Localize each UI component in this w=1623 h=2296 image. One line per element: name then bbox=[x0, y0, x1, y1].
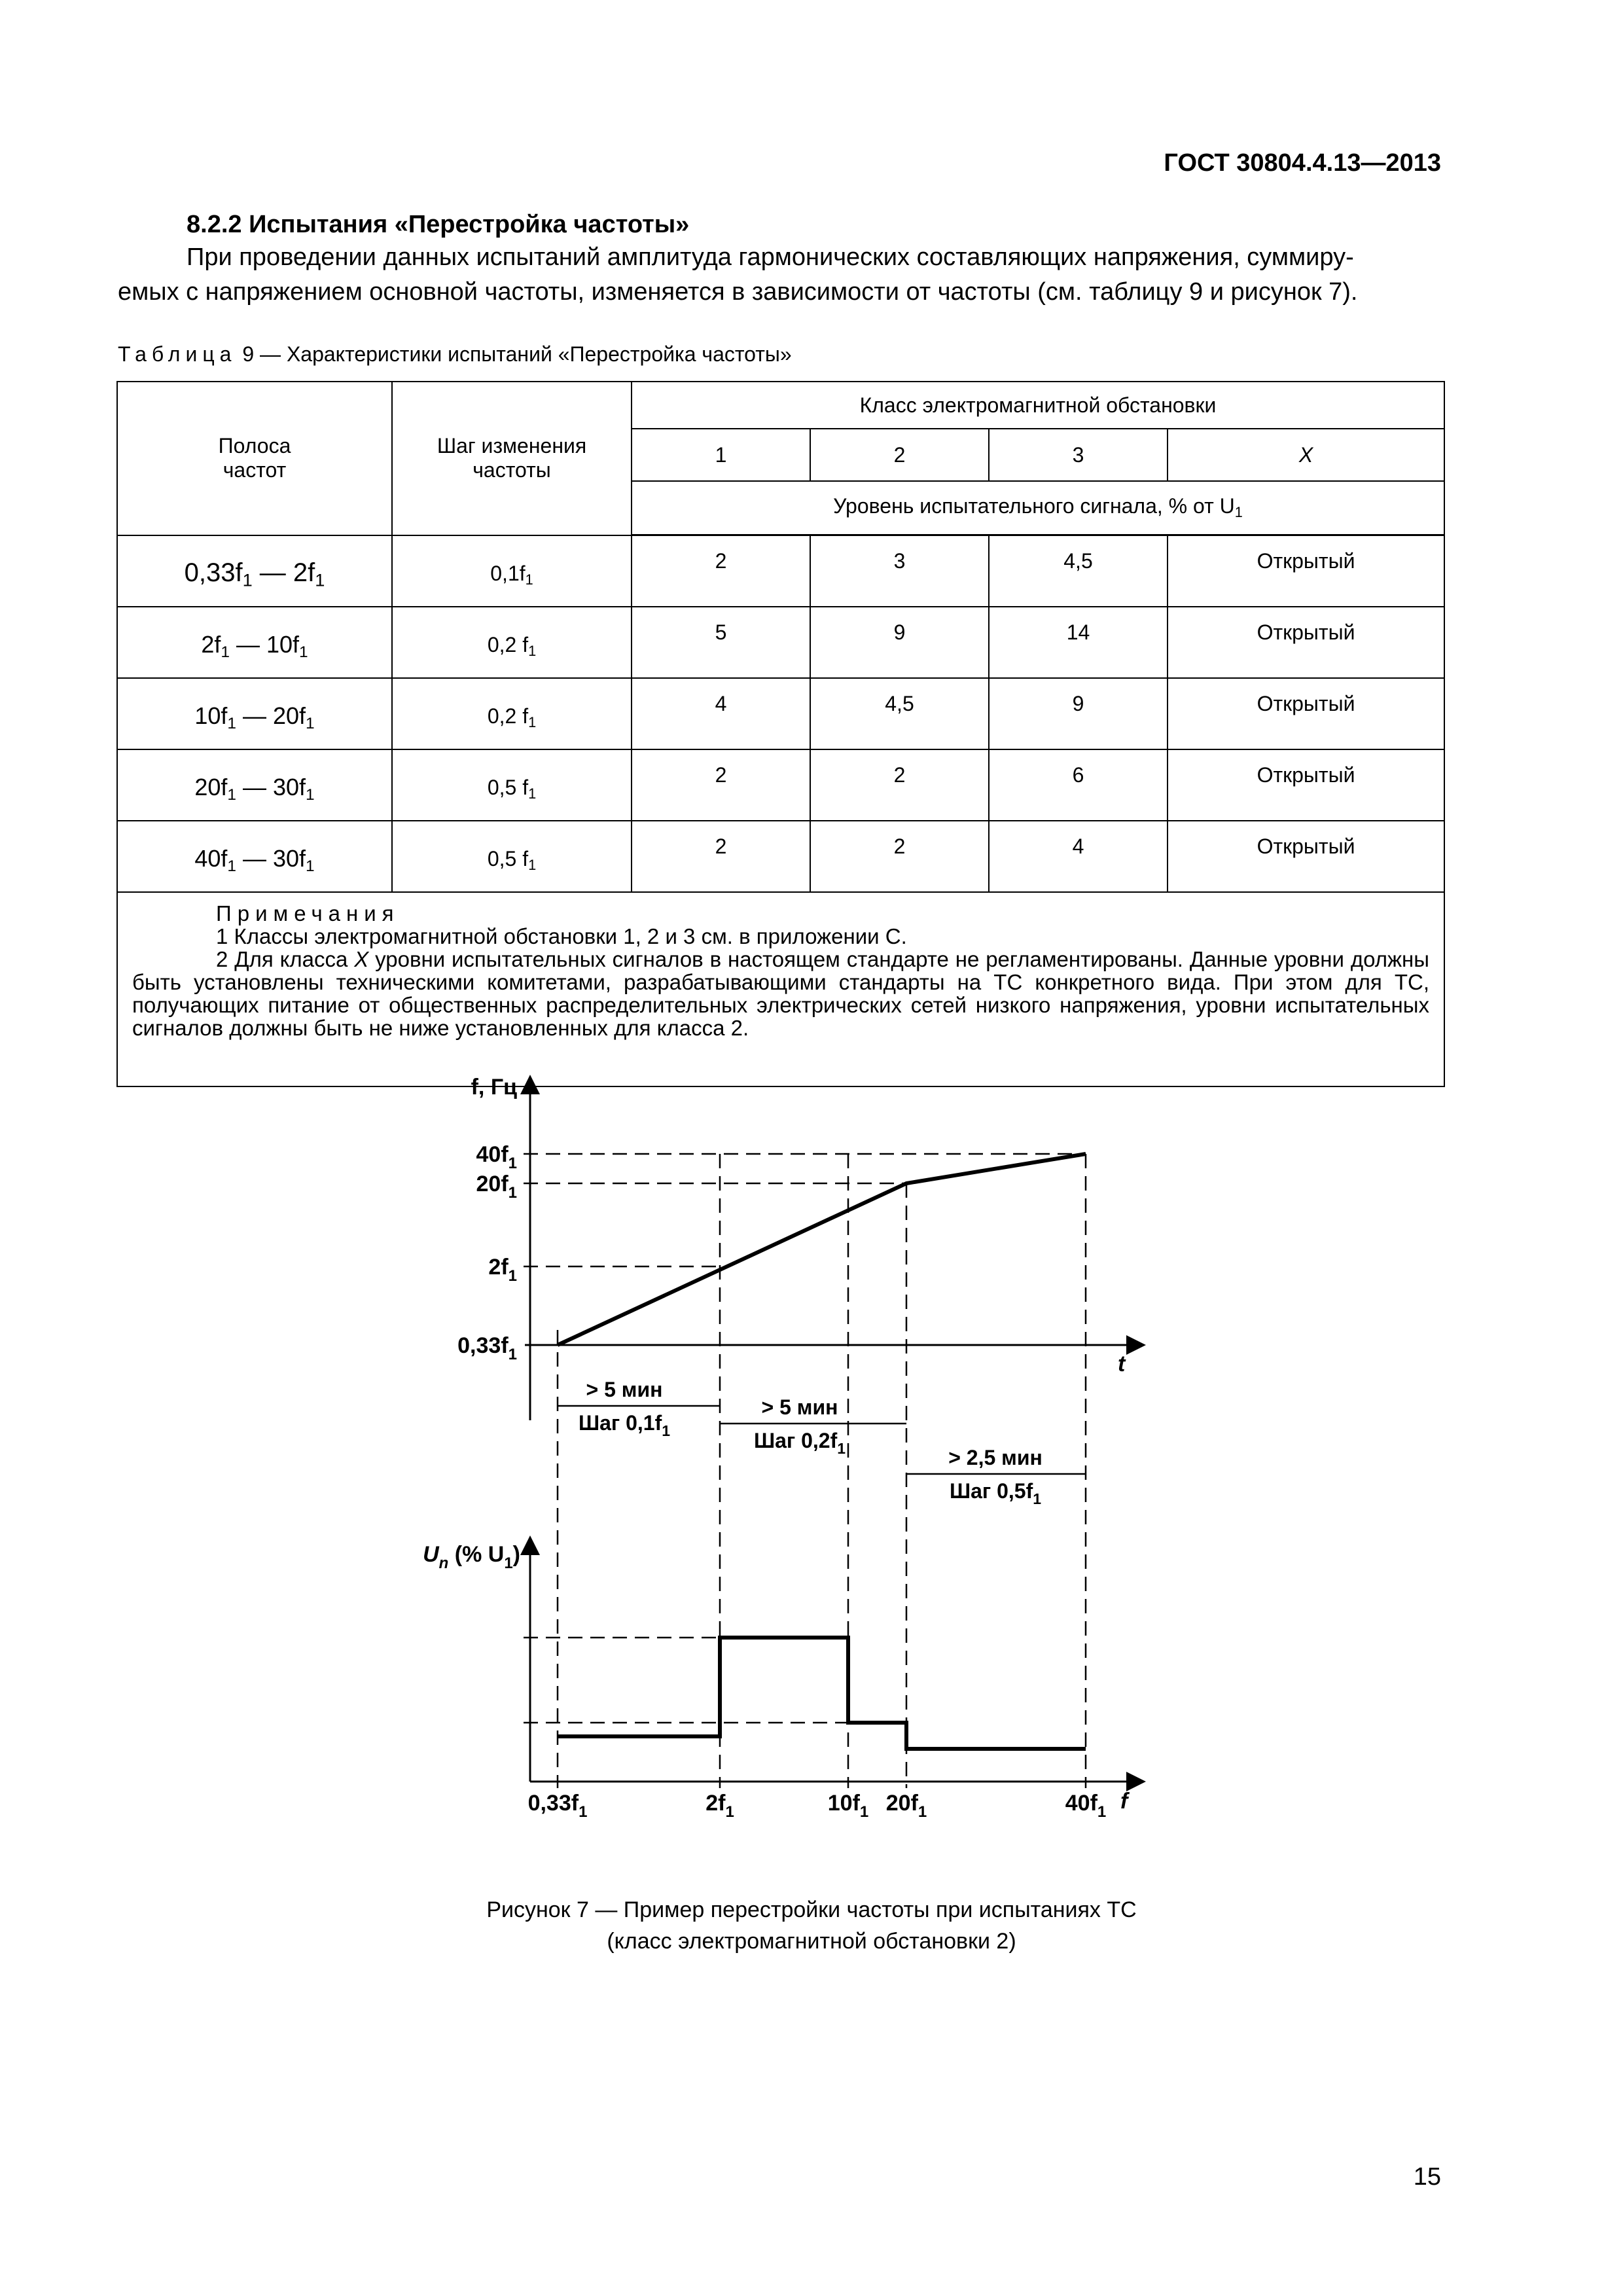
ytick-0_33f1: $0,33f_1$ bbox=[457, 1333, 517, 1363]
section-paragraph-line-2: емых с напряжением основной частоты, изменяется в зависимости от частоты (см. таблицу 9 и рисунок 7). bbox=[118, 278, 1358, 306]
note-2-class-x: X bbox=[354, 947, 369, 971]
phase-1-duration: > 5 мин bbox=[586, 1378, 663, 1401]
band-end-sub: 1 bbox=[306, 785, 315, 804]
step-value: 0,5 f bbox=[487, 775, 529, 799]
band-dash: — bbox=[236, 774, 273, 801]
step-sub: 1 bbox=[528, 643, 537, 660]
header-class-group: Класс электромагнитной обстановки bbox=[632, 382, 1444, 429]
note-2-rest: уровни испытательных сигналов в настоящем стандарте не регламентированы. Данные уровни должны быть установлены техническими комитетами, разрабатывающими стандарты на ТС конкретного вида. При этом для ТС, получающих питание от общественных распределительных электрических сетей низкого напряжения, уровни испытательных сигналов должны быть не ниже установленных для класса 2. bbox=[132, 947, 1429, 1040]
dashed-guides bbox=[524, 1154, 1086, 1788]
class-2-cell: 2 bbox=[810, 821, 989, 892]
band-end: 10f bbox=[266, 631, 300, 658]
band-start: 40f bbox=[194, 845, 228, 872]
band-start: 0,33f bbox=[184, 558, 243, 588]
phase-1-step: Шаг $0,1f_1$ bbox=[578, 1411, 671, 1439]
xtick-20f1: $20f_1$ bbox=[885, 1791, 927, 1821]
band-end-sub: 1 bbox=[306, 714, 315, 732]
step-value: 0,2 f bbox=[487, 632, 529, 656]
class-3-cell: 14 bbox=[989, 607, 1168, 678]
class-3-cell: 6 bbox=[989, 749, 1168, 821]
phase-3-duration: > 2,5 мин bbox=[948, 1446, 1043, 1469]
class-1-cell: 4 bbox=[632, 678, 810, 749]
band-start: 2f bbox=[201, 631, 221, 658]
step-sub: 1 bbox=[525, 571, 533, 588]
time-axis-label: t bbox=[1118, 1352, 1126, 1376]
band-start-sub: 1 bbox=[227, 785, 236, 804]
class-2-cell: 3 bbox=[810, 535, 989, 607]
table-caption-text: 9 — Характеристики испытаний «Перестройка частоты» bbox=[236, 342, 792, 366]
phase-3-step: Шаг $0,5f_1$ bbox=[949, 1479, 1042, 1507]
band-end-sub: 1 bbox=[306, 857, 315, 875]
band-start-sub: 1 bbox=[227, 857, 236, 875]
figure-caption-line-2: (класс электромагнитной обстановки 2) bbox=[607, 1929, 1016, 1954]
class-3-cell: 4 bbox=[989, 821, 1168, 892]
xtick-10f1: $10f_1$ bbox=[827, 1791, 869, 1821]
step-sub: 1 bbox=[528, 714, 537, 731]
ytick-40f1: $40f_1$ bbox=[476, 1142, 517, 1172]
class-1-cell: 2 bbox=[632, 749, 810, 821]
band-end: 30f bbox=[273, 774, 306, 801]
band-start-sub: 1 bbox=[227, 714, 236, 732]
class-x-cell: Открытый bbox=[1168, 749, 1444, 821]
ytick-20f1: $20f_1$ bbox=[476, 1172, 517, 1202]
notes-title: Примечания bbox=[216, 901, 400, 925]
step-sub: 1 bbox=[528, 857, 537, 874]
step-value: 0,1f bbox=[490, 561, 526, 585]
class-x-cell: Открытый bbox=[1168, 607, 1444, 678]
band-start-sub: 1 bbox=[221, 643, 230, 661]
class-2-cell: 2 bbox=[810, 749, 989, 821]
phase-2-duration: > 5 мин bbox=[761, 1395, 838, 1419]
header-step-line-2: частоты bbox=[473, 458, 551, 482]
band-dash: — bbox=[236, 702, 273, 730]
header-class-3: 3 bbox=[989, 429, 1168, 481]
band-dash: — bbox=[229, 631, 266, 658]
ytick-2f1: $2f_1$ bbox=[488, 1255, 517, 1285]
class-1-cell: 2 bbox=[632, 821, 810, 892]
standard-id: ГОСТ 30804.4.13—2013 bbox=[1164, 149, 1441, 177]
class-3-cell: 4,5 bbox=[989, 535, 1168, 607]
band-end: 30f bbox=[273, 845, 306, 872]
class-1-cell: 5 bbox=[632, 607, 810, 678]
class-2-cell: 9 bbox=[810, 607, 989, 678]
class-x-cell: Открытый bbox=[1168, 678, 1444, 749]
phase-2-step: Шаг $0,2f_1$ bbox=[753, 1429, 846, 1457]
band-start: 10f bbox=[194, 702, 228, 730]
band-end: 20f bbox=[273, 702, 306, 730]
figure-caption-line-1: Рисунок 7 — Пример перестройки частоты при испытаниях ТС bbox=[486, 1897, 1137, 1922]
xtick-2f1: $2f_1$ bbox=[705, 1791, 734, 1821]
band-end-sub: 1 bbox=[315, 570, 325, 591]
header-class-x: X bbox=[1168, 429, 1444, 481]
note-1: 1 Классы электромагнитной обстановки 1, 2 и 3 см. в приложении С. bbox=[216, 924, 907, 948]
level-step-line bbox=[558, 1638, 1086, 1749]
header-band-line-2: частот bbox=[223, 458, 287, 482]
step-value: 0,5 f bbox=[487, 846, 529, 870]
header-level-text: Уровень испытательного сигнала, % от U bbox=[833, 494, 1235, 518]
header-class-1: 1 bbox=[632, 429, 810, 481]
section-title: 8.2.2 Испытания «Перестройка частоты» bbox=[187, 211, 690, 238]
band-start-sub: 1 bbox=[242, 570, 253, 591]
section-paragraph-line-1: При проведении данных испытаний амплитуда гармонических составляющих напряжения, суммиру- bbox=[187, 243, 1354, 271]
step-sub: 1 bbox=[528, 785, 537, 802]
class-x-cell: Открытый bbox=[1168, 821, 1444, 892]
class-3-cell: 9 bbox=[989, 678, 1168, 749]
band-end: 2f bbox=[293, 558, 315, 588]
band-start: 20f bbox=[194, 774, 228, 801]
header-band-line-1: Полоса bbox=[218, 434, 291, 458]
header-level-sub: 1 bbox=[1234, 504, 1243, 521]
band-end-sub: 1 bbox=[299, 643, 308, 661]
table-caption-label: Таблица bbox=[118, 342, 237, 366]
level-axis-label: $U_n$ (% $U_1$) bbox=[423, 1542, 520, 1572]
band-dash: — bbox=[252, 558, 293, 588]
page-number: 15 bbox=[1413, 2163, 1441, 2191]
x-axis-label: f bbox=[1120, 1789, 1128, 1814]
class-1-cell: 2 bbox=[632, 535, 810, 607]
step-value: 0,2 f bbox=[487, 704, 529, 728]
header-class-2: 2 bbox=[810, 429, 989, 481]
xtick-0_33f1: $0,33f_1$ bbox=[527, 1791, 588, 1821]
note-2-start: 2 Для класса bbox=[216, 947, 355, 971]
top-axis-label: f, Гц bbox=[471, 1075, 517, 1100]
xtick-40f1: $40f_1$ bbox=[1065, 1791, 1107, 1821]
header-step-line-1: Шаг изменения bbox=[437, 434, 587, 458]
band-dash: — bbox=[236, 845, 273, 872]
class-x-cell: Открытый bbox=[1168, 535, 1444, 607]
class-2-cell: 4,5 bbox=[810, 678, 989, 749]
